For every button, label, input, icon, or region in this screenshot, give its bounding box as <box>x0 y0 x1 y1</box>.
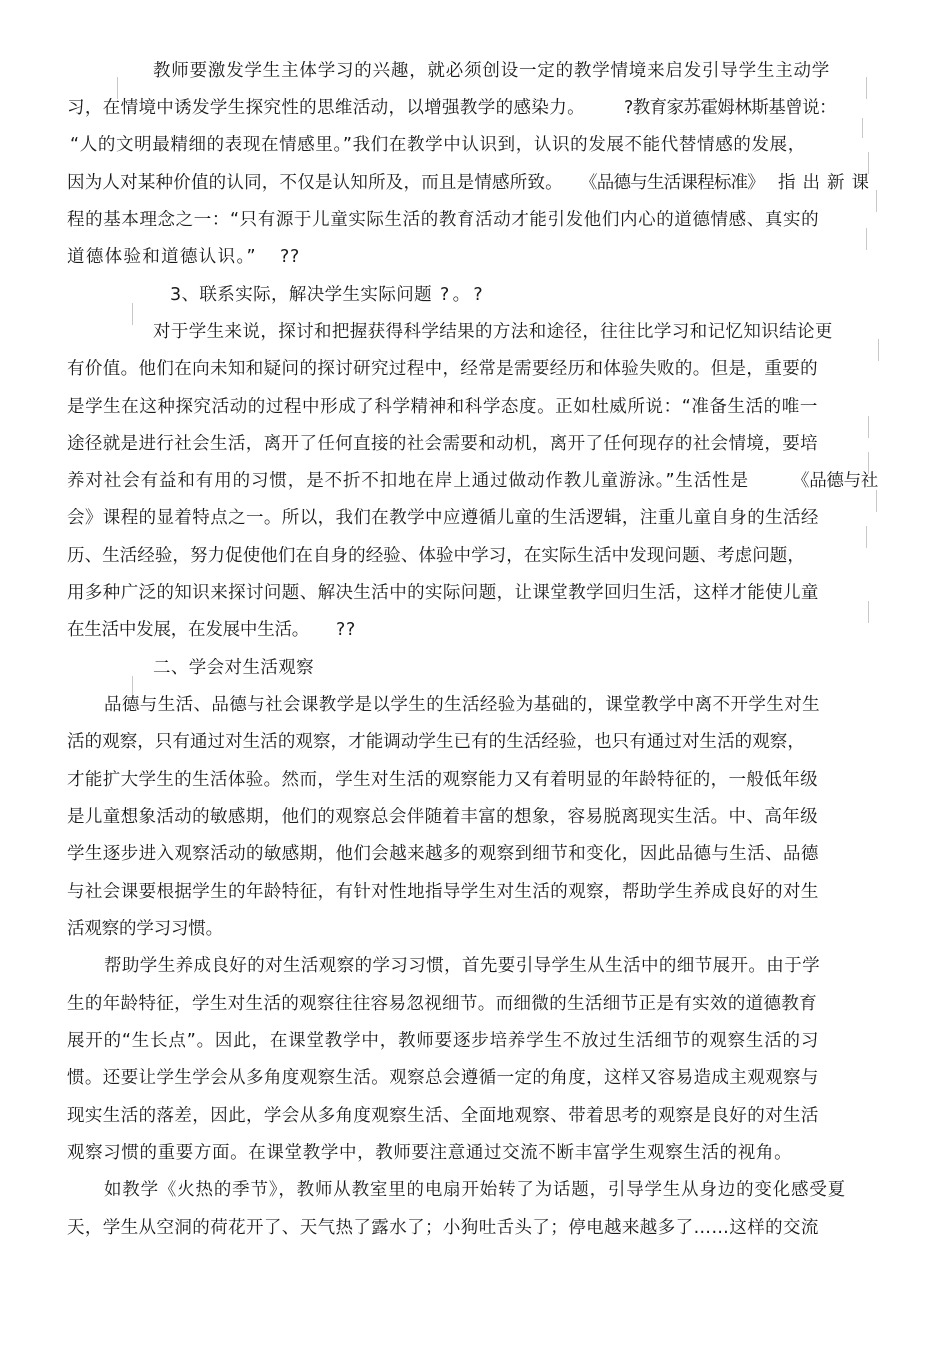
text-line <box>0 277 950 313</box>
text-segment: 在生活中发展，在发展中生活。 <box>67 620 310 640</box>
text-line <box>0 127 950 163</box>
text-segment: 会》课程的显着特点之一。所以，我们在教学中应遵循儿童的生活逻辑，注重儿童自身的生活经 <box>67 508 819 528</box>
text-segment: 3、联系实际，解决学生实际问题 <box>170 285 432 305</box>
text-line <box>0 463 950 499</box>
text-line <box>0 874 950 910</box>
text-segment: 观察习惯的重要方面。在课堂教学中，教师要注意通过交流不断丰富学生观察生活的视角。 <box>67 1143 793 1163</box>
text-segment: 用多种广泛的知识来探讨问题、解决生活中的实际问题，让课堂教学回归生活，这样才能使儿童 <box>67 583 819 603</box>
text-line <box>0 724 950 760</box>
text-segment: 指出新课 <box>778 173 876 193</box>
text-line <box>0 389 950 425</box>
text-segment: 习，在情境中诱发学生探究性的思维活动，以增强教学的感染力。 <box>67 98 585 118</box>
text-line <box>0 911 950 947</box>
text-line <box>0 836 950 872</box>
text-line <box>0 612 950 648</box>
text-line <box>0 650 950 686</box>
text-segment: 二、学会对生活观察 <box>153 658 315 678</box>
text-line <box>0 575 950 611</box>
text-segment: 历、生活经验，努力促使他们在自身的经验、体验中学习，在实际生活中发现问题、考虑问题， <box>67 546 805 566</box>
text-line <box>0 1060 950 1096</box>
text-line <box>0 239 950 275</box>
text-line <box>0 986 950 1022</box>
text-line <box>0 762 950 798</box>
text-line <box>0 799 950 835</box>
text-segment: “人的文明最精细的表现在情感里。”我们在教学中认识到，认识的发展不能代替情感的发展， <box>70 135 806 155</box>
text-segment: 惯。还要让学生学会从多角度观察生活。观察总会遵循一定的角度，这样又容易造成主观观察与 <box>67 1068 819 1088</box>
text-segment: 活观察的学习习惯。 <box>67 919 223 939</box>
text-segment: 是学生在这种探究活动的过程中形成了科学精神和科学态度。正如杜威所说：“准备生活的唯一 <box>67 397 818 417</box>
text-line <box>0 1023 950 1059</box>
text-line <box>0 948 950 984</box>
text-line <box>0 1172 950 1208</box>
text-segment: 养对社会有益和有用的习惯，是不折不扣地在岸上通过做动作教儿童游泳。”生活性是 <box>67 471 750 491</box>
text-line <box>0 500 950 536</box>
text-line <box>0 165 950 201</box>
text-segment: 道德体验和道德认识。” <box>67 247 257 267</box>
text-segment: ?。? <box>440 285 487 305</box>
text-line <box>0 1098 950 1134</box>
text-line <box>0 53 950 89</box>
text-segment: 品德与生活、品德与社会课教学是以学生的生活经验为基础的，课堂教学中离不开学生对生 <box>104 695 820 715</box>
text-segment: ?教育家苏霍姆林斯基曾说： <box>624 98 837 118</box>
text-segment: 帮助学生养成良好的对生活观察的学习习惯，首先要引导学生从生活中的细节展开。由于学 <box>104 956 820 976</box>
text-segment: 有价值。他们在向未知和疑问的探讨研究过程中，经常是需要经历和体验失败的。但是，重要的 <box>67 359 818 379</box>
text-segment: 现实生活的落差，因此，学会从多角度观察生活、全面地观察、带着思考的观察是良好的对生活 <box>67 1106 819 1126</box>
text-line <box>0 1210 950 1246</box>
text-segment: 教师要激发学生主体学习的兴趣，就必须创设一定的教学情境来启发引导学生主动学 <box>153 61 831 81</box>
text-line <box>0 687 950 723</box>
text-segment: ?? <box>280 247 300 267</box>
text-line <box>0 314 950 350</box>
text-segment: ?? <box>336 620 356 640</box>
text-line <box>0 351 950 387</box>
text-line <box>0 538 950 574</box>
text-segment: 因为人对某种价值的认同，不仅是认知所及，而且是情感所致。 <box>67 173 563 193</box>
text-segment: 《品德与生活课程标准》 <box>580 173 765 193</box>
text-segment: 学生逐步进入观察活动的敏感期，他们会越来越多的观察到细节和变化，因此品德与生活、品德 <box>67 844 819 864</box>
text-line <box>0 90 950 126</box>
text-segment: 天，学生从空洞的荷花开了、天气热了露水了；小狗吐舌头了；停电越来越多了……这样的交流 <box>67 1218 819 1238</box>
text-segment: 《品德与社 <box>792 471 878 491</box>
text-segment: 生的年龄特征，学生对生活的观察往往容易忽视细节。而细微的生活细节正是有实效的道德教育 <box>67 994 818 1014</box>
text-line <box>0 202 950 238</box>
text-line <box>0 1135 950 1171</box>
text-segment: 是儿童想象活动的敏感期，他们的观察总会伴随着丰富的想象，容易脱离现实生活。中、高年级 <box>67 807 818 827</box>
text-segment: 与社会课要根据学生的年龄特征，有针对性地指导学生对生活的观察，帮助学生养成良好的对生 <box>67 882 819 902</box>
text-segment: 程的基本理念之一：“只有源于儿童实际生活的教育活动才能引发他们内心的道德情感、真实的 <box>67 210 820 230</box>
text-segment: 途径就是进行社会生活，离开了任何直接的社会需要和动机，离开了任何现存的社会情境，要培 <box>67 434 818 454</box>
text-segment: 如教学《火热的季节》，教师从教室里的电扇开始转了为话题，引导学生从身边的变化感受夏 <box>104 1180 846 1200</box>
text-segment: 对于学生来说，探讨和把握获得科学结果的方法和途径，往往比学习和记忆知识结论更 <box>153 322 833 342</box>
text-segment: 活的观察，只有通过对生活的观察，才能调动学生已有的生活经验，也只有通过对生活的观察， <box>67 732 805 752</box>
text-line <box>0 426 950 462</box>
text-segment: 才能扩大学生的生活体验。然而，学生对生活的观察能力又有着明显的年龄特征的，一般低年级 <box>67 770 818 790</box>
text-segment: 展开的“生长点”。因此，在课堂教学中，教师要逐步培养学生不放过生活细节的观察生活的习 <box>67 1031 820 1051</box>
